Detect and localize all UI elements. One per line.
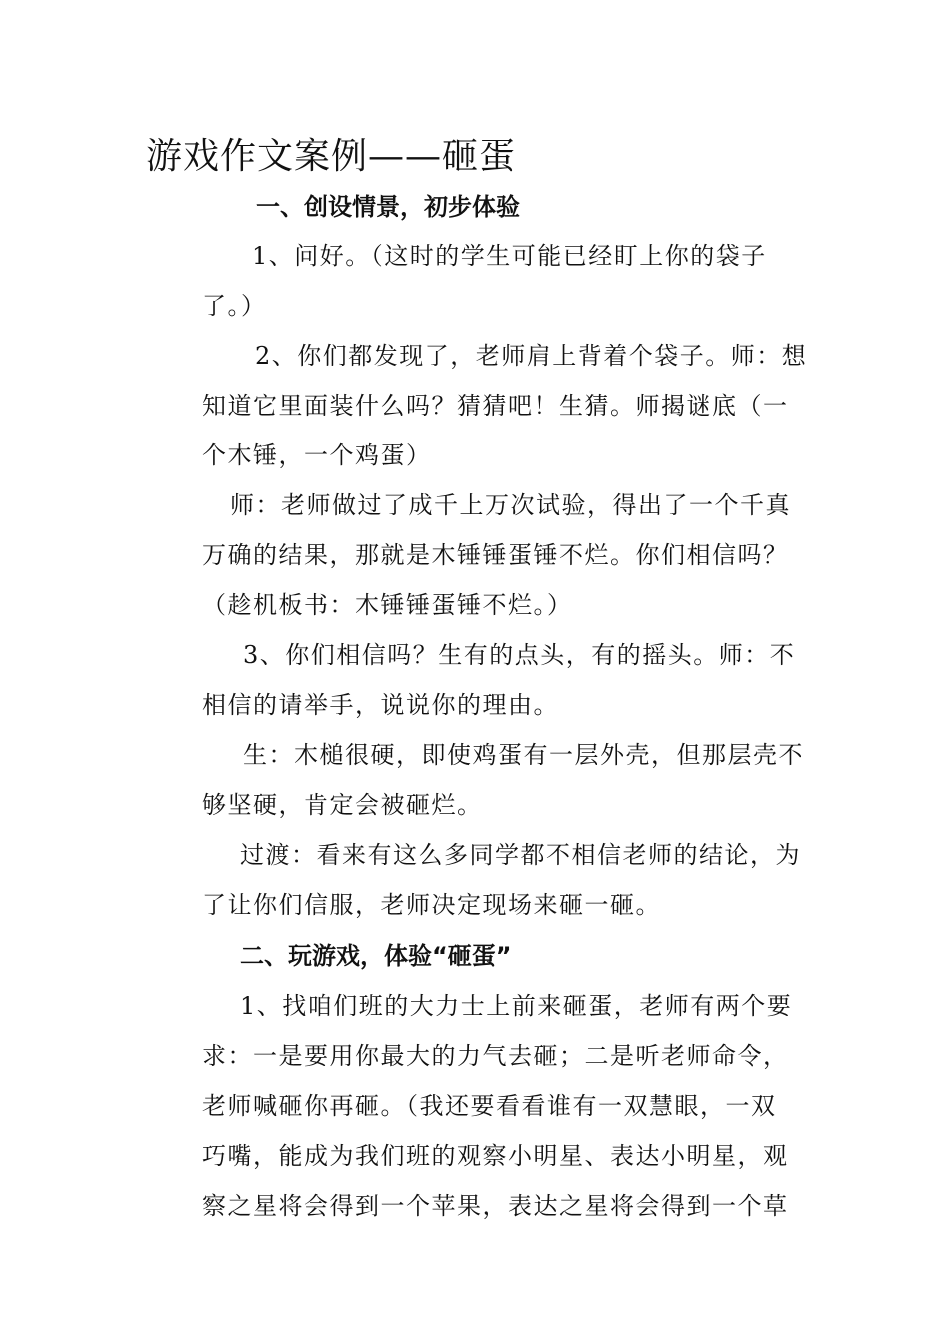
paragraph-line: 知道它里面装什么吗？猜猜吧！生猜。师揭谜底（一 bbox=[202, 392, 789, 420]
paragraph-line: 够坚硬，肯定会被砸烂。 bbox=[202, 791, 483, 819]
paragraph-line: 生：木槌很硬，即使鸡蛋有一层外壳，但那层壳不 bbox=[243, 741, 804, 769]
paragraph-line: 2、你们都发现了，老师肩上背着个袋子。师：想 bbox=[255, 342, 808, 370]
document-title: 游戏作文案例——砸蛋 bbox=[146, 136, 517, 177]
paragraph-line: 万确的结果，那就是木锤锤蛋锤不烂。你们相信吗？ bbox=[202, 541, 789, 569]
paragraph-line: 老师喊砸你再砸。（我还要看看谁有一双慧眼，一双 bbox=[202, 1092, 777, 1120]
paragraph-line: 3、你们相信吗？生有的点头，有的摇头。师：不 bbox=[243, 641, 796, 669]
paragraph-line: 1、找咱们班的大力士上前来砸蛋，老师有两个要 bbox=[240, 992, 793, 1020]
paragraph-line: 了让你们信服，老师决定现场来砸一砸。 bbox=[202, 891, 661, 919]
paragraph-line: 个木锤，一个鸡蛋） bbox=[202, 441, 432, 469]
paragraph-line: 相信的请举手，说说你的理由。 bbox=[202, 691, 559, 719]
paragraph-line: 师：老师做过了成千上万次试验，得出了一个千真 bbox=[230, 491, 791, 519]
paragraph-line: 察之星将会得到一个苹果，表达之星将会得到一个草 bbox=[202, 1192, 789, 1220]
section-heading-2: 二、玩游戏，体验“砸蛋” bbox=[240, 942, 512, 970]
paragraph-line: 1、问好。（这时的学生可能已经盯上你的袋子 bbox=[252, 242, 767, 270]
paragraph-line: 求：一是要用你最大的力气去砸；二是听老师命令， bbox=[202, 1042, 789, 1070]
section-heading-1: 一、创设情景，初步体验 bbox=[256, 193, 520, 221]
paragraph-line: 巧嘴，能成为我们班的观察小明星、表达小明星，观 bbox=[202, 1142, 789, 1170]
paragraph-line: （趁机板书：木锤锤蛋锤不烂。） bbox=[202, 591, 573, 619]
paragraph-line: 过渡：看来有这么多同学都不相信老师的结论，为 bbox=[240, 841, 801, 869]
paragraph-line: 了。） bbox=[202, 292, 267, 320]
